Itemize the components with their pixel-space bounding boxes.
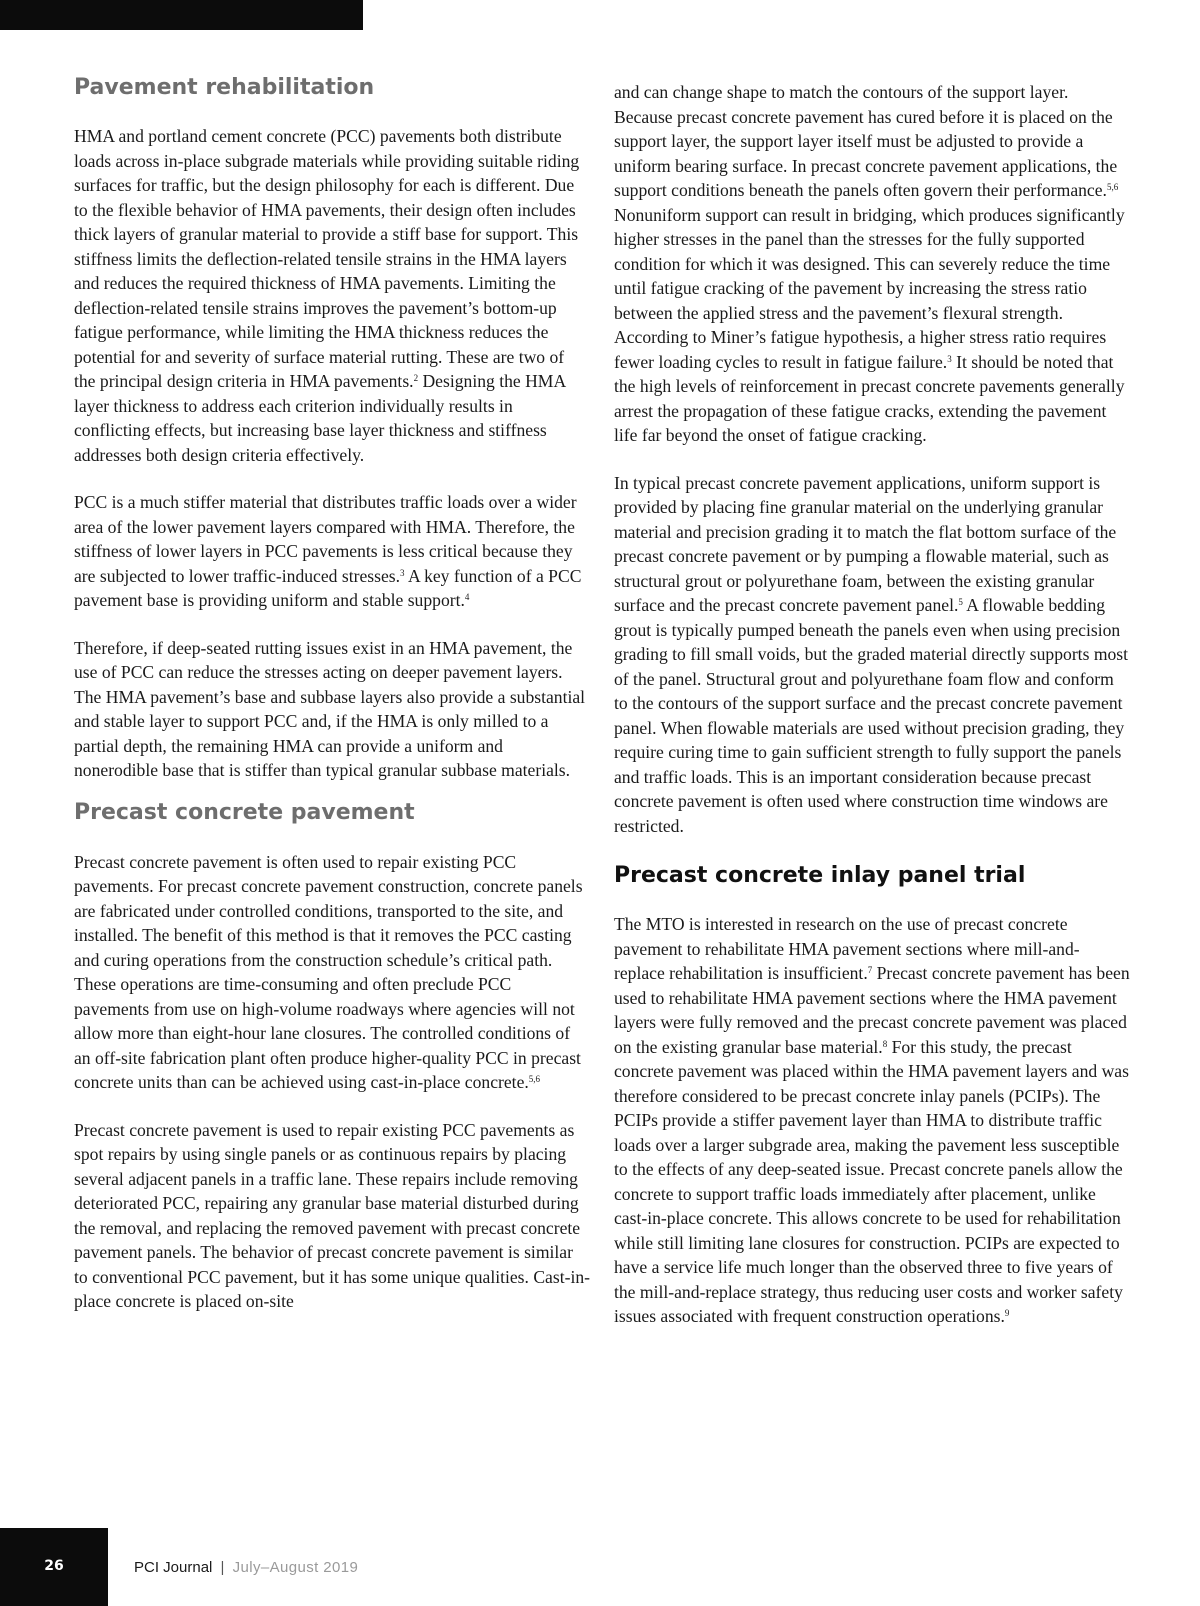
heading-precast-concrete-pavement: Precast concrete pavement: [74, 799, 415, 825]
reference-marker: 5: [958, 597, 963, 607]
paragraph: and can change shape to match the contours of the support layer. Because precast concrete pavement has cured before it is placed on the support layer, the support layer itself must be adjusted to provide a uniform bearing surface. In precast concrete pavement applications, the support conditions beneath the panels often govern their performance.$^{5,6}$ Nonuniform support can result in bridging, which produces significantly higher stresses in the panel than the stresses for the fully supported condition for which it was designed. This can severely reduce the time until fatigue cracking of the pavement by increasing the stress ratio between the applied stress and the pavement’s flexural strength. According to Miner’s fatigue hypothesis, a higher stress ratio requires fewer loading cycles to result in fatigue failure.$^3$ It should be noted that the high levels of reinforcement in precast concrete pavements generally arrest the propagation of these fatigue cracks, extending the pavement life far beyond the onset of fatigue cracking.: [614, 82, 1125, 445]
journal-name: PCI Journal: [134, 1559, 213, 1576]
issue-date: July–August 2019: [232, 1559, 359, 1576]
paragraph: PCC is a much stiffer material that distributes traffic loads over a wider area of the lower pavement layers compared with HMA. Therefore, the stiffness of lower layers in PCC pavements is less critical because they are subjected to lower traffic-induced stresses.$^3$ A key function of a PCC pavement base is providing uniform and stable support.$^4$: [74, 492, 582, 610]
left-column: [74, 73, 590, 1337]
reference-marker: 5,6: [528, 1074, 541, 1084]
paragraph: The MTO is interested in research on the use of precast concrete pavement to rehabilitate HMA pavement sections where mill-and-replace rehabilitation is insufficient.$^7$ Precast concrete pavement has been used to rehabilitate HMA pavement sections where the HMA pavement layers were fully removed and the precast concrete pavement was placed on the existing granular base material.$^8$ For this study, the precast concrete pavement was placed within the HMA pavement layers and was therefore considered to be precast concrete inlay panels (PCIPs). The PCIPs provide a stiffer pavement layer than HMA to distribute traffic loads over a larger subgrade area, making the pavement less susceptible to the effects of any deep-seated issue. Precast concrete panels allow the concrete to support traffic loads immediately after placement, unlike cast-in-place concrete. This allows concrete to be used for rehabilitation while still limiting lane closures for construction. PCIPs are expected to have a service life much longer than the observed three to five years of the mill-and-replace strategy, thus reducing user costs and worker safety issues associated with frequent construction operations.$^9$: [614, 914, 1130, 1326]
reference-marker: 4: [464, 592, 470, 602]
paragraph: In typical precast concrete pavement applications, uniform support is provided by placing fine granular material on the underlying granular material and precision grading it to match the flat bottom surface of the precast concrete pavement or by pumping a flowable material, such as structural grout or polyurethane foam, between the existing granular surface and the precast concrete pavement panel.$^5$ A flowable bedding grout is typically pumped beneath the panels even when using precision grading to fill small voids, but the graded material directly supports most of the panel. Structural grout and polyurethane foam flow and conform to the contours of the support surface and the precast concrete pavement panel. When flowable materials are used without precision grading, they require curing time to gain sufficient strength to fully support the panels and traffic loads. This is an important consideration because precast concrete pavement is often used where construction time windows are restricted.: [614, 472, 1129, 836]
header-bar: [0, 0, 363, 30]
reference-marker: 2: [413, 373, 419, 383]
paragraph: Therefore, if deep-seated rutting issues exist in an HMA pavement, the use of PCC can reduce the stresses acting on deeper pavement layers. The HMA pavement’s base and subbase layers also provide a substantial and stable layer to support PCC and, if the HMA is only milled to a partial depth, the remaining HMA can provide a uniform and nonerodible base that is stiffer than typical granular subbase materials.: [74, 637, 586, 780]
reference-marker: 7: [867, 965, 873, 975]
reference-marker: 3: [400, 567, 405, 578]
footer-separator: |: [220, 1559, 225, 1576]
paragraph: HMA and portland cement concrete (PCC) pavements both distribute loads across in-place subgrade materials while providing suitable riding surfaces for traffic, but the design philosophy for each is different. Due to the flexible behavior of HMA pavements, their design often includes thick layers of granular material to provide a stiff base for support. This stiffness limits the deflection-related tensile strains in the HMA layers and reduces the required thickness of HMA pavements. Limiting the deflection-related tensile strains improves the pavement’s bottom-up fatigue performance, while limiting the HMA thickness reduces the potential for and severity of surface material rutting. These are two of the principal design criteria in HMA pavements.$^2$ Designing the HMA layer thickness to address each criterion individually results in conflicting effects, but increasing base layer thickness and stiffness addresses both design criteria effectively.: [74, 126, 580, 465]
paragraph: Precast concrete pavement is used to repair existing PCC pavements as spot repairs by using single panels or as continuous repairs by placing several adjacent panels in a traffic lane. These repairs include removing deteriorated PCC, repairing any granular base material disturbed during the removal, and replacing the removed pavement with precast concrete pavement panels. The behavior of precast concrete pavement is similar to conventional PCC pavement, but it has some unique qualities. Cast-in-place concrete is placed on-site: [74, 1119, 591, 1311]
reference-marker: 5,6: [1106, 182, 1119, 192]
footer-journal-line: [134, 1559, 358, 1576]
reference-marker: 3: [947, 353, 952, 364]
right-column: [614, 80, 1130, 1352]
page-number: 26: [44, 1558, 64, 1574]
reference-marker: 8: [882, 1038, 888, 1049]
paragraph: Precast concrete pavement is often used to repair existing PCC pavements. For precast concrete pavement construction, concrete panels are fabricated under controlled conditions, transported to the site, and installed. The benefit of this method is that it removes the PCC casting and curing operations from the construction schedule’s critical path. These operations are time-consuming and often preclude PCC pavements from use on high-volume roadways where agencies will not allow more than eight-hour lane closures. The controlled conditions of an off-site fabrication plant often produce higher-quality PCC in precast concrete units than can be achieved using cast-in-place concrete.$^{5,6}$: [74, 851, 583, 1092]
heading-pavement-rehabilitation: Pavement rehabilitation: [74, 75, 375, 100]
heading-inlay-panel-trial: Precast concrete inlay panel trial: [614, 863, 1026, 888]
reference-marker: 9: [1004, 1308, 1010, 1318]
